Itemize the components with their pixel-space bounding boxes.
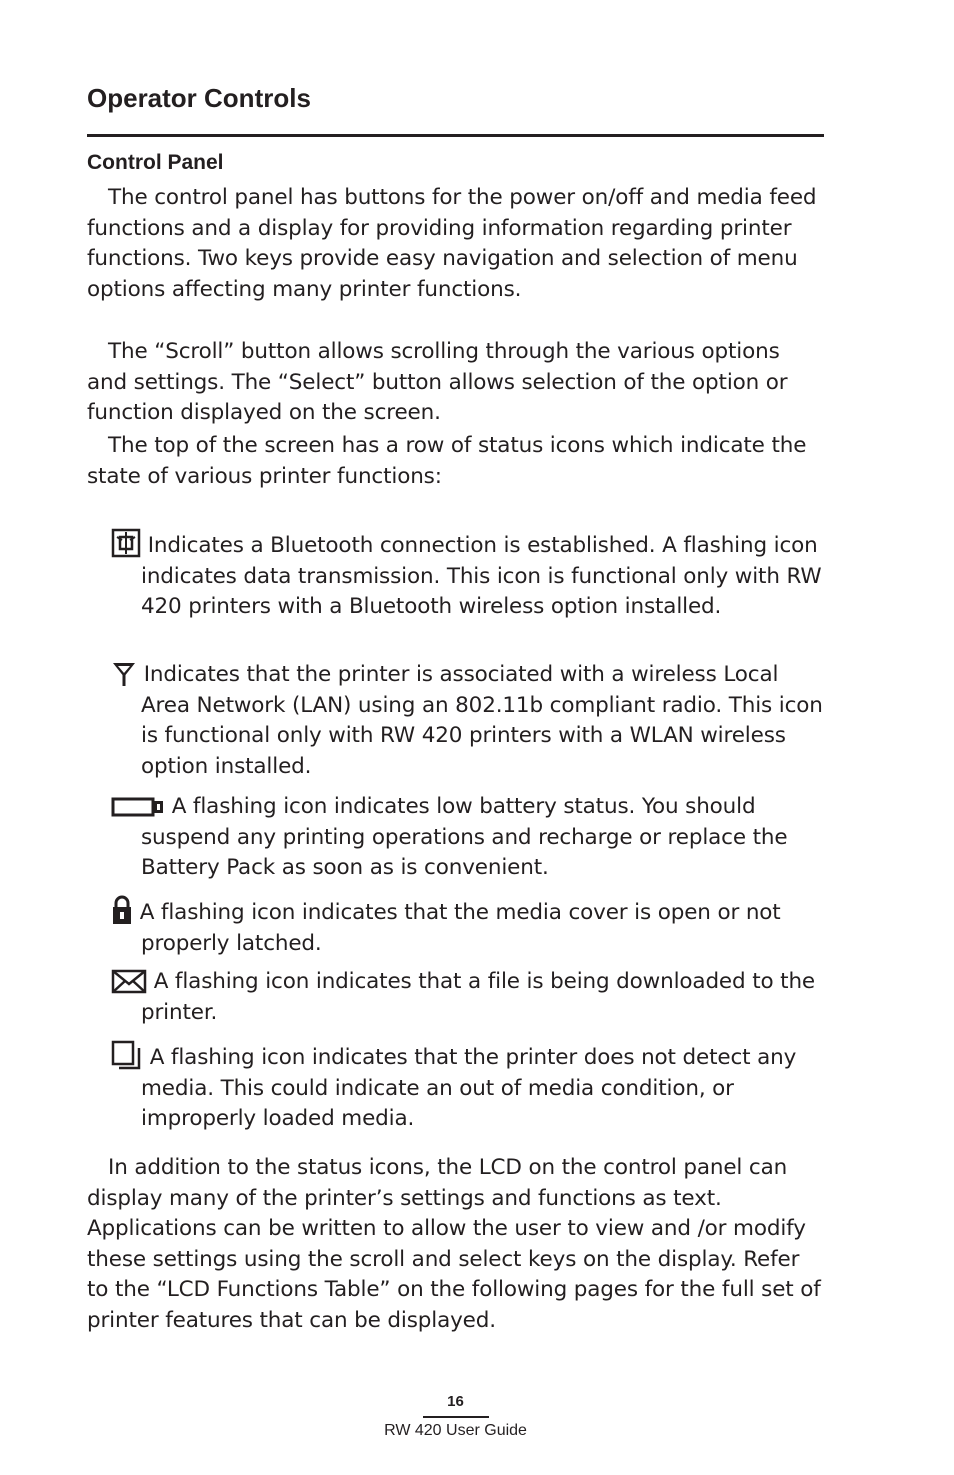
status-icon-text: Indicates a Bluetooth connection is established. A flashing icon indicates data transmission. This icon is functional only with RW 420 printers with a Bluetooth wireless option installed. xyxy=(141,533,822,619)
lock-icon xyxy=(111,895,133,925)
media-icon xyxy=(111,1040,143,1070)
status-icon-item-download xyxy=(111,967,825,1028)
subsection-title: Control Panel xyxy=(87,151,224,174)
intro-paragraph-2: The “Scroll” button allows scrolling through the various options and settings. The “Select” button allows selection of the option or function displayed on the screen. xyxy=(87,339,788,425)
page-number: 16 xyxy=(447,1393,464,1410)
status-icon-text: A flashing icon indicates that a file is being downloaded to the printer. xyxy=(141,969,815,1025)
status-icon-text: A flashing icon indicates that the media cover is open or not properly latched. xyxy=(139,900,781,956)
antenna-icon xyxy=(111,661,137,687)
battery-icon xyxy=(111,795,165,819)
intro-paragraph-1: The control panel has buttons for the power on/off and media feed functions and a display for providing information regarding printer functions. Two keys provide easy navigation and selection of menu options affecting many printer functions. xyxy=(87,185,817,302)
envelope-icon xyxy=(111,968,147,994)
footer-divider xyxy=(423,1416,489,1418)
bluetooth-icon xyxy=(111,528,141,558)
guide-title: RW 420 User Guide xyxy=(384,1422,527,1439)
status-icon-item-wlan xyxy=(111,660,825,782)
status-icon-text: A flashing icon indicates low battery status. You should suspend any printing operations and recharge or replace the Battery Pack as soon as is convenient. xyxy=(141,794,788,880)
status-icon-text: Indicates that the printer is associated with a wireless Local Area Network (LAN) using an 802.11b compliant radio. This icon is functional only with RW 420 printers with a WLAN wireless option installed. xyxy=(141,662,823,779)
section-title: Operator Controls xyxy=(87,83,311,113)
status-icon-item-battery xyxy=(111,792,825,884)
status-icon-item-cover xyxy=(111,895,825,959)
title-divider xyxy=(87,134,824,137)
document-page xyxy=(87,0,824,1475)
status-icon-item-media xyxy=(111,1040,825,1135)
status-icon-item-bluetooth xyxy=(111,528,825,623)
intro-paragraph-3: The top of the screen has a row of status icons which indicate the state of various printer functions: xyxy=(87,433,807,489)
status-icon-text: A flashing icon indicates that the printer does not detect any media. This could indicate an out of media condition, or improperly loaded media. xyxy=(141,1045,797,1131)
closing-paragraph: In addition to the status icons, the LCD on the control panel can display many of the printer’s settings and functions as text. Applications can be written to allow the user to view and /or modify these settings using the scroll and select keys on the display. Refer to the “LCD Functions Table” on the following pages for the full set of printer features that can be displayed. xyxy=(87,1155,821,1333)
